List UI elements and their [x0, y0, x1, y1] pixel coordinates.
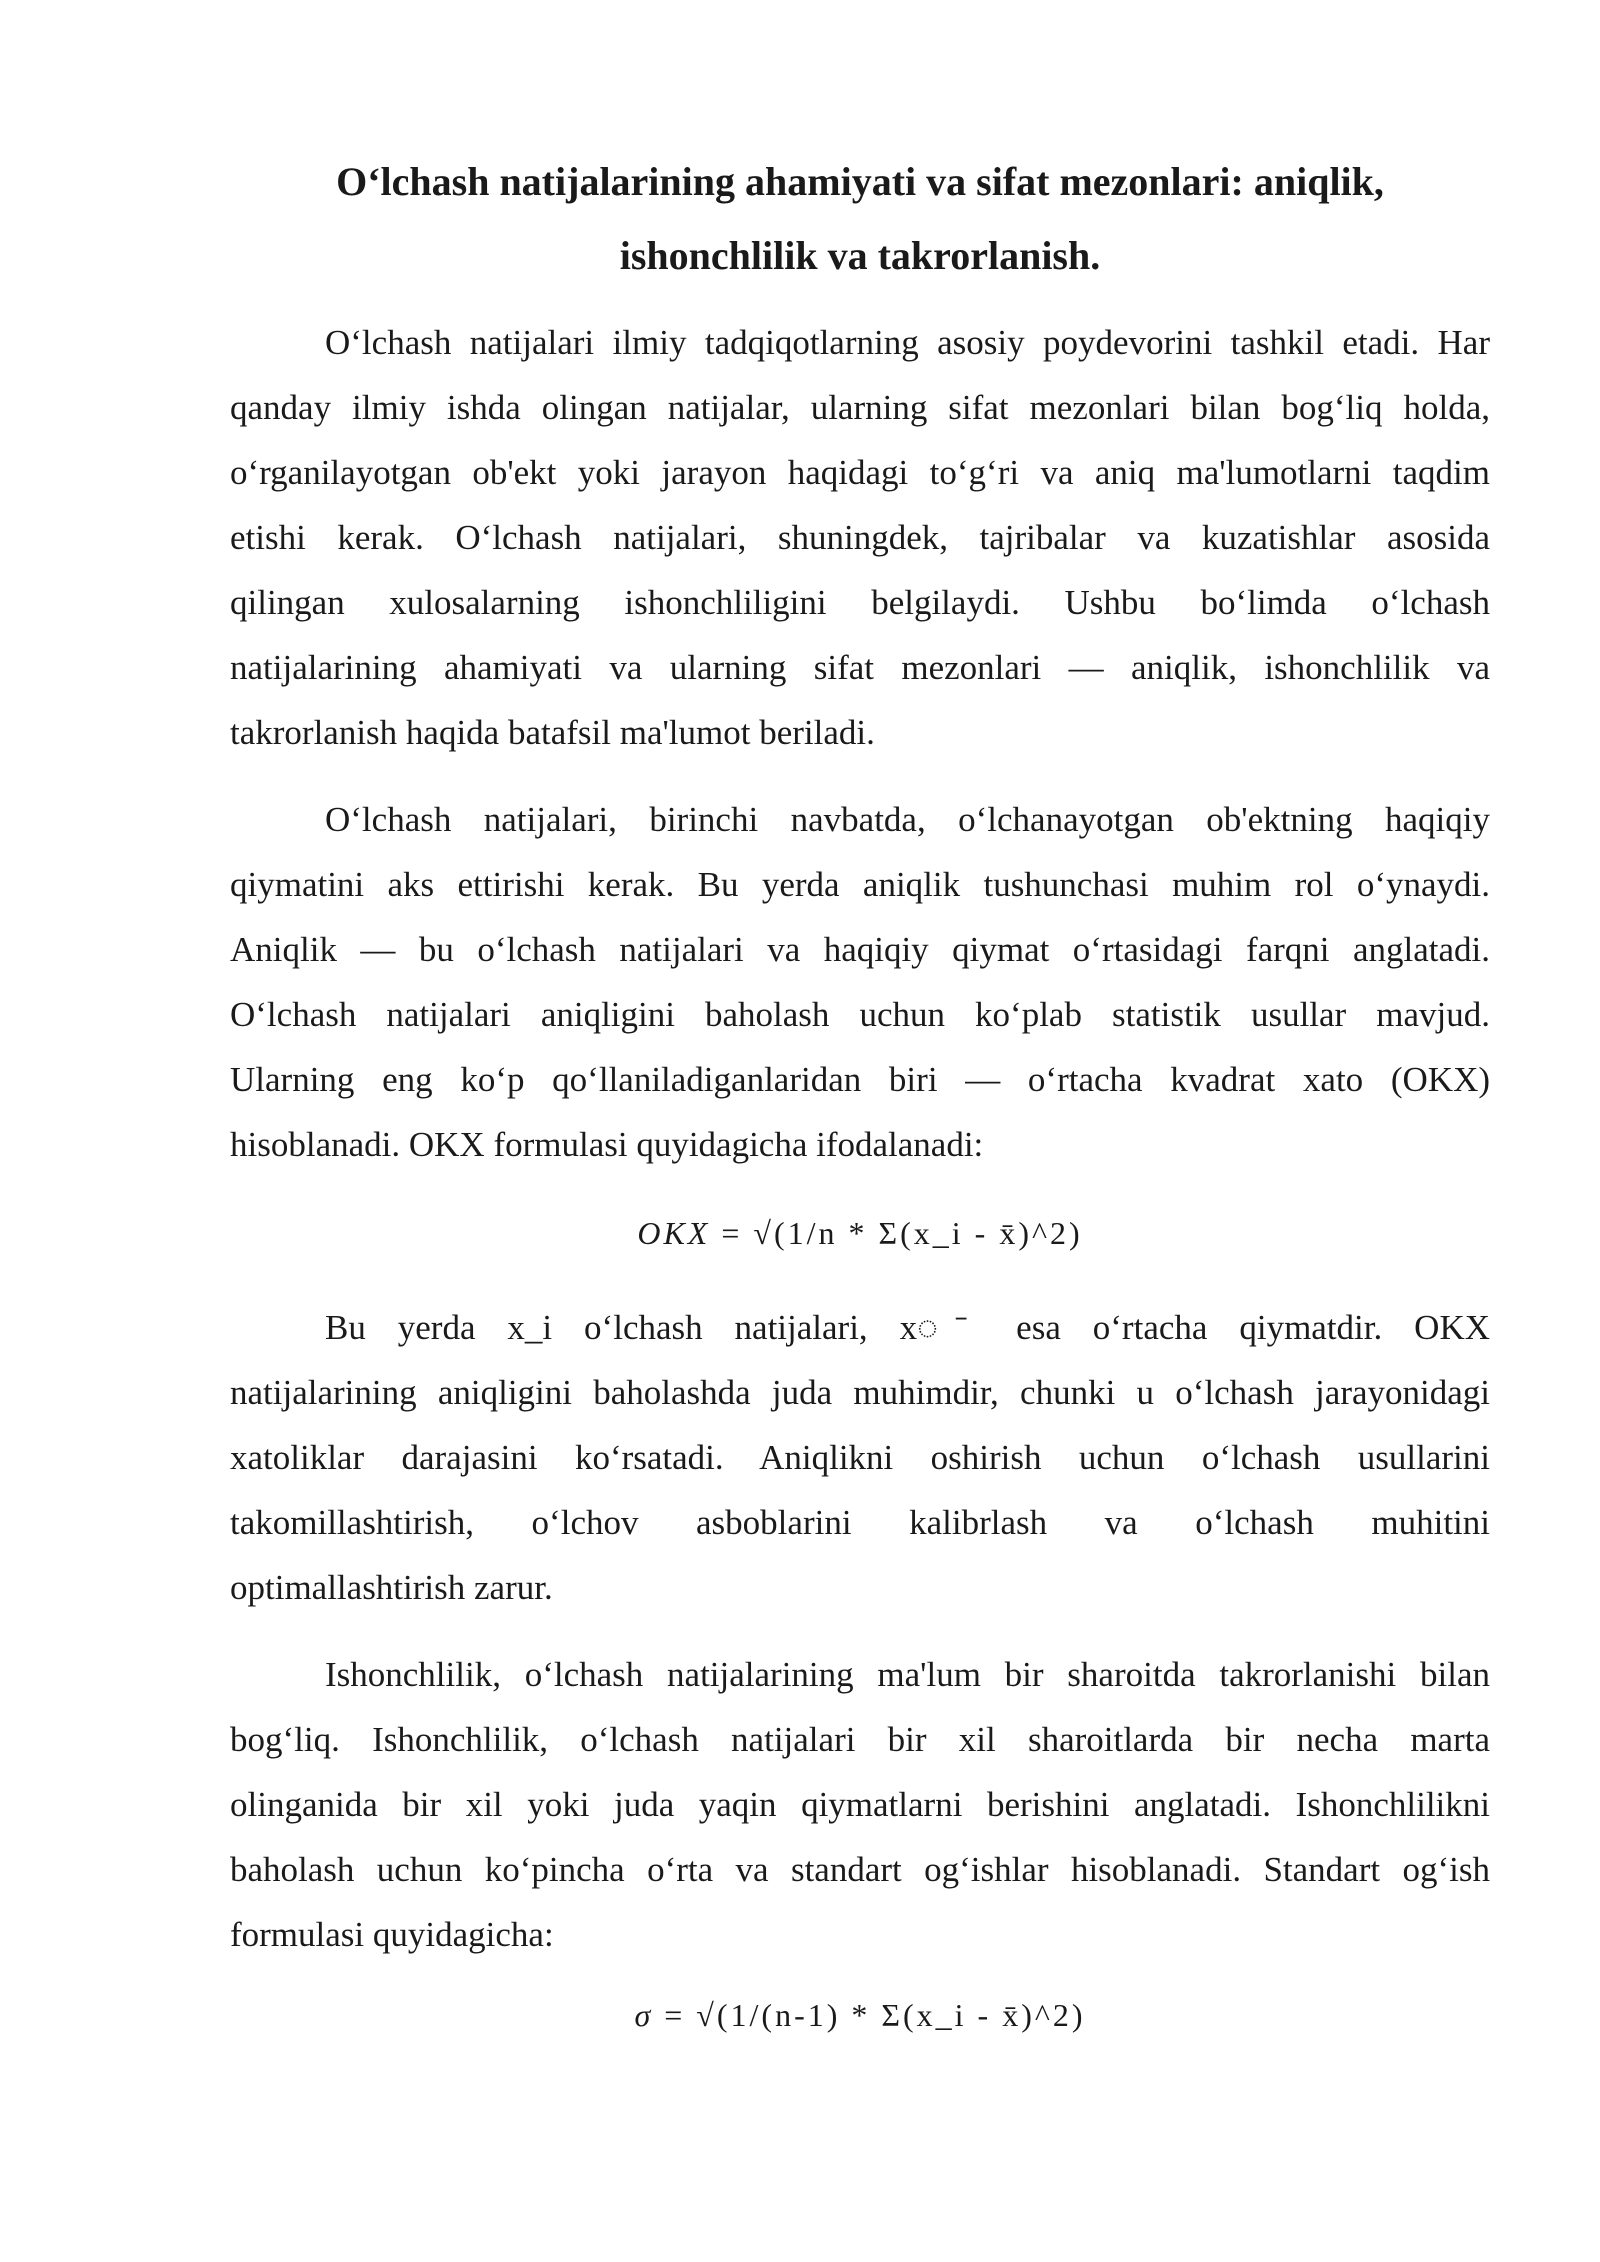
paragraph-line: formulasi quyidagicha: [230, 1915, 554, 1954]
title-line: ishonchlilik va takrorlanish. [619, 233, 1101, 278]
formula-lhs: σ [634, 1997, 654, 2033]
formula-okx [230, 1203, 1490, 1263]
paragraph-line: O‘lchash natijalari ilmiy tadqiqotlarning asosiy poydevorini tashkil etadi. Har [325, 323, 1490, 362]
paragraph-reliability [230, 1642, 1490, 1967]
title-line: O‘lchash natijalarining ahamiyati va sifat mezonlari: aniqlik, [336, 159, 1384, 204]
paragraph-line: bog‘liq. Ishonchlilik, o‘lchash natijalari bir xil sharoitlarda bir necha marta [230, 1720, 1490, 1759]
paragraph-accuracy [230, 787, 1490, 1177]
paragraph-line: baholash uchun ko‘pincha o‘rta va standart og‘ishlar hisoblanadi. Standart og‘ish [230, 1850, 1490, 1889]
paragraph-line: Ularning eng ko‘p qo‘llaniladiganlaridan biri — o‘rtacha kvadrat xato (OKX) [230, 1060, 1490, 1099]
paragraph-line: Ishonchlilik, o‘lchash natijalarining ma'lum bir sharoitda takrorlanishi bilan [325, 1655, 1490, 1694]
paragraph-line: natijalarining aniqligini baholashda juda muhimdir, chunki u o‘lchash jarayonidagi [230, 1373, 1490, 1412]
paragraph-line: o‘rganilayotgan ob'ekt yoki jarayon haqidagi to‘g‘ri va aniq ma'lumotlarni taqdim [230, 453, 1490, 492]
formula-rhs: = √(1/(n-1) * Σ(x_i - x̄)^2) [653, 1997, 1086, 2033]
paragraph-line: qilingan xulosalarning ishonchliligini belgilaydi. Ushbu bo‘limda o‘lchash [230, 583, 1490, 622]
paragraph-line: olinganida bir xil yoki juda yaqin qiymatlarni berishini anglatadi. Ishonchlilikni [230, 1785, 1490, 1824]
document-title [230, 145, 1490, 293]
paragraph-line: Bu yerda x_i o‘lchash natijalari, x◌̄ esa o‘rtacha qiymatdir. OKX [325, 1308, 1490, 1347]
paragraph-line: takomillashtirish, o‘lchov asboblarini kalibrlash va o‘lchash muhitini [230, 1503, 1490, 1542]
formula-rhs: = √(1/n * Σ(x_i - x̄)^2) [710, 1215, 1083, 1251]
paragraph-line: qanday ilmiy ishda olingan natijalar, ularning sifat mezonlari bilan bog‘liq holda, [230, 388, 1490, 427]
formula-standard-deviation [230, 1985, 1490, 2045]
paragraph-okx-explanation [230, 1295, 1490, 1620]
paragraph-intro [230, 310, 1490, 765]
paragraph-line: takrorlanish haqida batafsil ma'lumot beriladi. [230, 713, 875, 752]
paragraph-line: optimallashtirish zarur. [230, 1568, 553, 1607]
paragraph-line: O‘lchash natijalari aniqligini baholash uchun ko‘plab statistik usullar mavjud. [230, 995, 1490, 1034]
paragraph-line: etishi kerak. O‘lchash natijalari, shuningdek, tajribalar va kuzatishlar asosida [230, 518, 1490, 557]
paragraph-line: Aniqlik — bu o‘lchash natijalari va haqiqiy qiymat o‘rtasidagi farqni anglatadi. [230, 930, 1490, 969]
paragraph-line: O‘lchash natijalari, birinchi navbatda, o‘lchanayotgan ob'ektning haqiqiy [325, 800, 1490, 839]
paragraph-line: qiymatini aks ettirishi kerak. Bu yerda aniqlik tushunchasi muhim rol o‘ynaydi. [230, 865, 1490, 904]
paragraph-line: natijalarining ahamiyati va ularning sifat mezonlari — aniqlik, ishonchlilik va [230, 648, 1490, 687]
formula-lhs: OKX [637, 1215, 711, 1251]
paragraph-line: xatoliklar darajasini ko‘rsatadi. Aniqlikni oshirish uchun o‘lchash usullarini [230, 1438, 1490, 1477]
paragraph-line: hisoblanadi. OKX formulasi quyidagicha ifodalanadi: [230, 1125, 984, 1164]
